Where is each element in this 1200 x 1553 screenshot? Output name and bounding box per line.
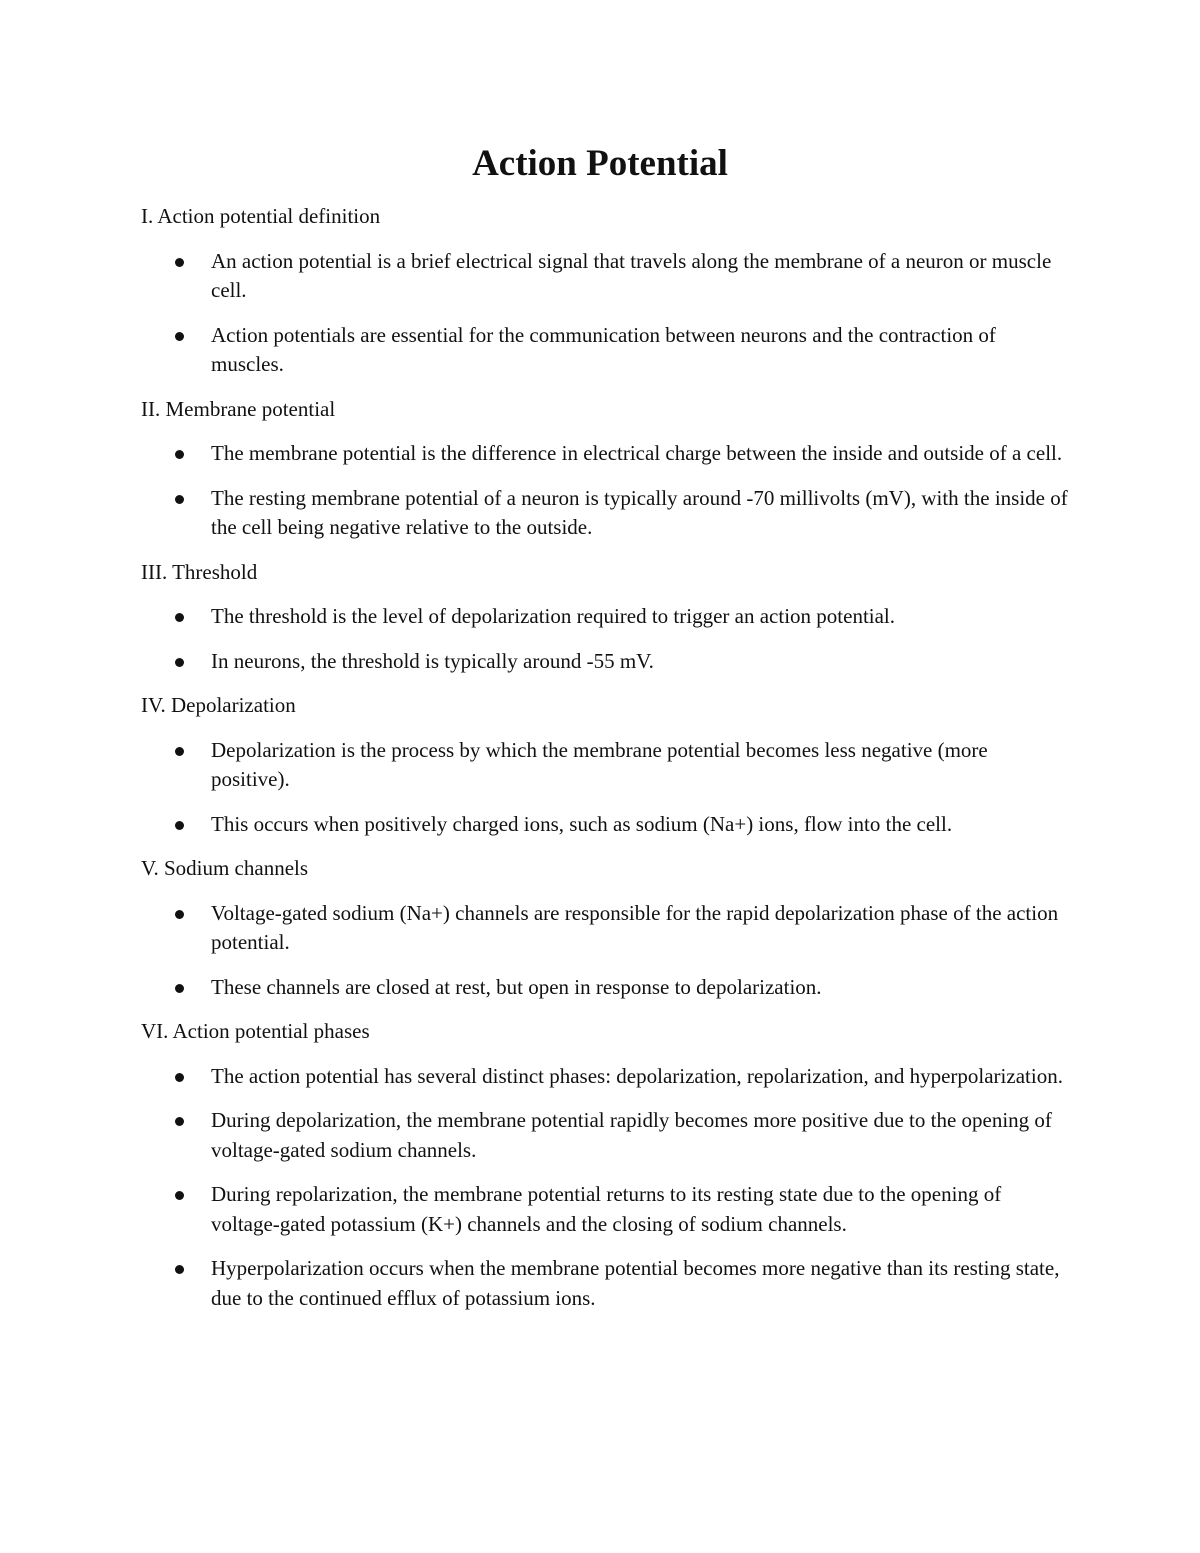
bullet-list	[141, 899, 1071, 1003]
section-membrane-potential	[141, 395, 1071, 543]
list-item	[141, 247, 1071, 306]
section-depolarization	[141, 691, 1071, 839]
bullet-icon	[175, 747, 184, 756]
list-item-text: Voltage-gated sodium (Na+) channels are responsible for the rapid depolarization phase of the action potential.	[211, 900, 1059, 954]
list-item-text: This occurs when positively charged ions, such as sodium (Na+) ions, flow into the cell.	[211, 811, 953, 836]
section-heading: V. Sodium channels	[141, 856, 309, 880]
list-item	[141, 439, 1071, 469]
list-item-text: In neurons, the threshold is typically around -55 mV.	[211, 648, 654, 673]
list-item-text: The threshold is the level of depolarization required to trigger an action potential.	[211, 604, 896, 628]
bullet-icon	[175, 821, 184, 830]
section-sodium-channels	[141, 854, 1071, 1002]
bullet-list	[141, 247, 1071, 380]
section-heading: VI. Action potential phases	[141, 1019, 370, 1043]
list-item	[141, 602, 1071, 632]
list-item	[141, 647, 1071, 677]
section-threshold	[141, 558, 1071, 677]
bullet-icon	[175, 910, 184, 919]
bullet-icon	[175, 1073, 184, 1082]
list-item	[141, 1062, 1071, 1092]
section-heading: II. Membrane potential	[141, 396, 336, 421]
list-item-text: The resting membrane potential of a neuron is typically around -70 millivolts (mV), with the inside of the cell being negative relative to the outside.	[211, 485, 1068, 539]
list-item	[141, 321, 1071, 380]
list-item	[141, 810, 1071, 840]
list-item-text: During repolarization, the membrane potential returns to its resting state due to the opening of voltage-gated potassium (K+) channels and the closing of sodium channels.	[211, 1182, 1002, 1236]
section-action-potential-phases	[141, 1017, 1071, 1313]
bullet-icon	[175, 1117, 184, 1126]
list-item	[141, 1180, 1071, 1239]
list-item	[141, 973, 1071, 1003]
list-item-text: The membrane potential is the difference in electrical charge between the inside and outside of a cell.	[211, 441, 1063, 465]
bullet-icon	[175, 1265, 184, 1274]
list-item	[141, 1106, 1071, 1165]
bullet-list	[141, 1062, 1071, 1314]
list-item-text: An action potential is a brief electrical signal that travels along the membrane of a neuron or muscle cell.	[211, 248, 1052, 302]
list-item	[141, 736, 1071, 795]
bullet-list	[141, 736, 1071, 840]
list-item	[141, 484, 1071, 543]
bullet-icon	[175, 1191, 184, 1200]
list-item-text: Hyperpolarization occurs when the membrane potential becomes more negative than its resting state, due to the continued efflux of potassium ions.	[211, 1256, 1060, 1310]
bullet-list	[141, 602, 1071, 676]
bullet-icon	[175, 613, 184, 622]
bullet-icon	[175, 658, 184, 667]
bullet-icon	[175, 984, 184, 993]
list-item-text: Depolarization is the process by which the membrane potential becomes less negative (more positive).	[211, 737, 988, 791]
section-heading: III. Threshold	[141, 559, 258, 584]
list-item-text: The action potential has several distinct phases: depolarization, repolarization, and hyperpolarization.	[211, 1063, 1063, 1088]
section-action-potential-definition	[141, 202, 1071, 380]
bullet-list	[141, 439, 1071, 543]
list-item-text: During depolarization, the membrane potential rapidly becomes more positive due to the opening of voltage-gated sodium channels.	[211, 1108, 1052, 1162]
list-item-text: Action potentials are essential for the communication between neurons and the contraction of muscles.	[211, 322, 996, 376]
list-item	[141, 1254, 1071, 1313]
document-body	[141, 202, 1071, 1328]
bullet-icon	[175, 258, 184, 267]
list-item-text: These channels are closed at rest, but open in response to depolarization.	[211, 974, 822, 999]
document-title: Action Potential	[472, 143, 728, 184]
list-item	[141, 899, 1071, 958]
section-heading: IV. Depolarization	[141, 693, 296, 717]
bullet-icon	[175, 332, 184, 341]
section-heading: I. Action potential definition	[141, 204, 381, 228]
bullet-icon	[175, 450, 184, 459]
bullet-icon	[175, 495, 184, 504]
